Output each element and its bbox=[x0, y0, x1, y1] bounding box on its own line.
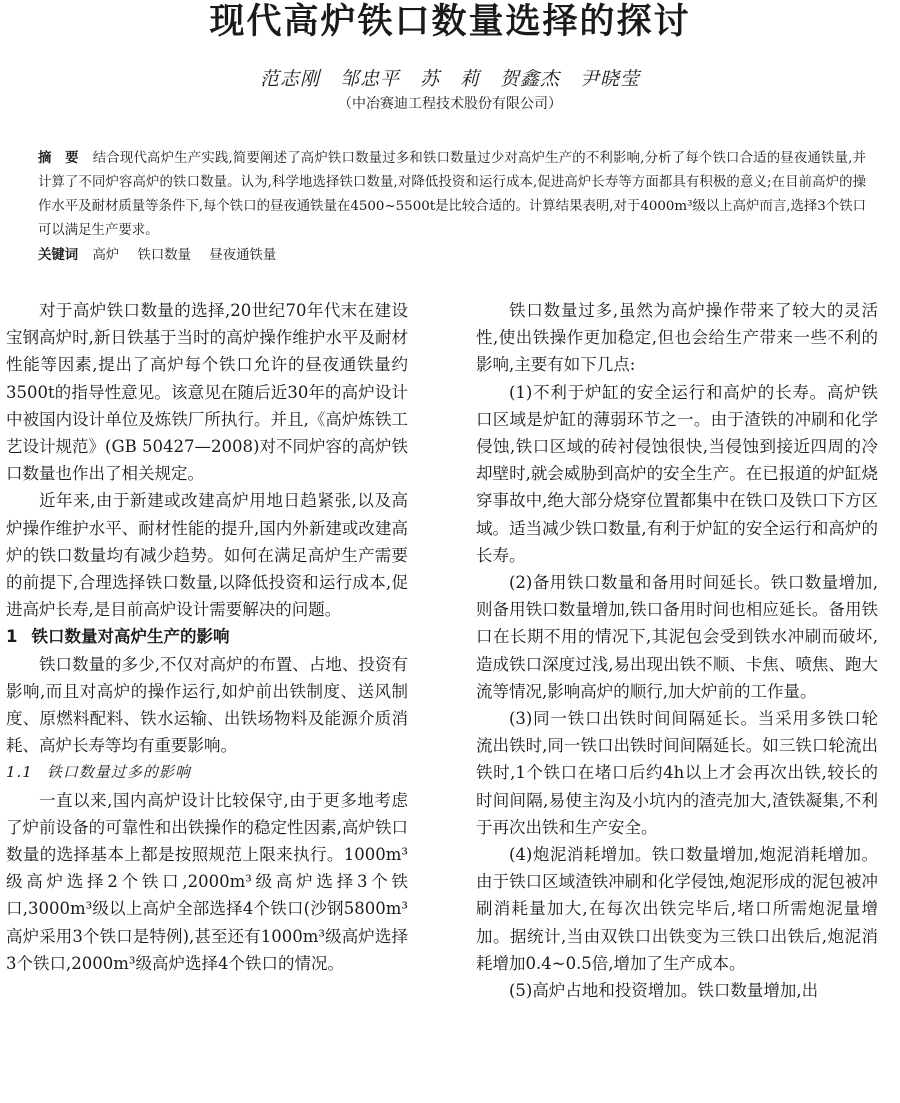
affiliation: （中冶赛迪工程技术股份有限公司） bbox=[338, 96, 562, 112]
author-list: 范志刚 邹忠平 苏 莉 贺鑫杰 尹晓莹 bbox=[259, 68, 640, 90]
subsection-number: 1.1 bbox=[6, 763, 33, 782]
keyword: 铁口数量 bbox=[137, 248, 192, 263]
body-paragraph: 一直以来,国内高炉设计比较保守,由于更多地考虑了炉前设备的可靠性和出铁操作的稳定性因素,高炉铁口数量的选择基本上都是按照规范上限来执行。1000m³级高炉选择2个铁口,2000m³级高炉选择3个铁口,3000m³级以上高炉全部选择4个铁口(沙钢5800m³高炉采用3个铁口是特例),甚至还有1000m³级高炉选择3个铁口,2000m³级高炉选择4个铁口的情况。 bbox=[6, 790, 408, 973]
body-paragraph: 铁口数量的多少,不仅对高炉的布置、占地、投资有影响,而且对高炉的操作运行,如炉前出铁制度、送风制度、原燃料配料、铁水运输、出铁场物料及能源介质消耗、高炉长寿等均有重要影响。 bbox=[6, 654, 408, 756]
list-paragraph: (4)炮泥消耗增加。铁口数量增加,炮泥消耗增加。由于铁口区域渣铁冲刷和化学侵蚀,炮泥形成的泥包被冲刷消耗量加大,在每次出铁完毕后,堵口所需炮泥量增加。据统计,当由双铁口出铁变为三铁口出铁后,炮泥消耗增加0.4~0.5倍,增加了生产成本。 bbox=[476, 845, 878, 973]
body-paragraph: 对于高炉铁口数量的选择,20世纪70年代末在建设宝钢高炉时,新日铁基于当时的高炉操作维护水平及耐材性能等因素,提出了高炉每个铁口允许的昼夜通铁量约3500t的指导性意见。该意见在随后近30年的高炉设计中被国内设计单位及炼铁厂所执行。并且,《高炉炼铁工艺设计规范》(GB 50427—2008)对不同炉容的高炉铁口数量也作出了相关规定。 bbox=[6, 301, 408, 484]
list-paragraph: (1)不利于炉缸的安全运行和高炉的长寿。高炉铁口区域是炉缸的薄弱环节之一。由于渣铁的冲刷和化学侵蚀,铁口区域的砖衬侵蚀很快,当侵蚀到接近四周的冷却壁时,就会威胁到高炉的安全生产。在已报道的炉缸烧穿事故中,绝大部分烧穿位置都集中在铁口及铁口下方区域。适当减少铁口数量,有利于炉缸的安全运行和高炉的长寿。 bbox=[476, 382, 878, 565]
keywords-line bbox=[38, 243, 866, 268]
body-paragraph: 近年来,由于新建或改建高炉用地日趋紧张,以及高炉操作维护水平、耐材性能的提升,国内外新建或改建高炉的铁口数量均有减少趋势。如何在满足高炉生产需要的前提下,合理选择铁口数量,以降低投资和运行成本,促进高炉长寿,是目前高炉设计需要解决的问题。 bbox=[6, 491, 408, 620]
keyword: 高炉 bbox=[92, 248, 120, 263]
abstract-text: 结合现代高炉生产实践,简要阐述了高炉铁口数量过多和铁口数量过少对高炉生产的不利影响,分析了每个铁口合适的昼夜通铁量,并计算了不同炉容高炉的铁口数量。认为,科学地选择铁口数量,对降低投资和运行成本,促进高炉长寿等方面都具有积极的意义;在目前高炉的操作水平及耐材质量等条件下,每个铁口的昼夜通铁量在4500~5500t是比较合适的。计算结果表明,对于4000m³级以上高炉而言,选择3个铁口可以满足生产要求。 bbox=[38, 151, 867, 238]
abstract-block bbox=[38, 146, 866, 268]
subsection-title: 铁口数量过多的影响 bbox=[46, 763, 191, 782]
subsection-heading bbox=[6, 759, 408, 786]
section-title: 铁口数量对高炉生产的影响 bbox=[31, 627, 230, 647]
body-paragraph: 铁口数量过多,虽然为高炉操作带来了较大的灵活性,使出铁操作更加稳定,但也会给生产带来一些不利的影响,主要有如下几点: bbox=[476, 301, 878, 375]
keyword: 昼夜通铁量 bbox=[209, 248, 277, 263]
right-column bbox=[476, 297, 878, 1004]
section-number: 1 bbox=[6, 627, 18, 647]
section-heading bbox=[6, 623, 408, 650]
list-paragraph: (5)高炉占地和投资增加。铁口数量增加,出 bbox=[509, 981, 819, 1001]
keywords-label: 关键词 bbox=[38, 247, 79, 263]
paper-title: 现代高炉铁口数量选择的探讨 bbox=[209, 1, 691, 42]
abstract-body bbox=[38, 146, 866, 243]
left-column bbox=[6, 297, 408, 977]
abstract-label: 摘 要 bbox=[38, 150, 79, 166]
list-paragraph: (3)同一铁口出铁时间间隔延长。当采用多铁口轮流出铁时,同一铁口出铁时间间隔延长。如三铁口轮流出铁时,1个铁口在堵口后约4h以上才会再次出铁,较长的时间间隔,易使主沟及小坑内的渣壳加大,渣铁凝集,不利于再次出铁和生产安全。 bbox=[476, 709, 878, 837]
list-paragraph: (2)备用铁口数量和备用时间延长。铁口数量增加,则备用铁口数量增加,铁口备用时间也相应延长。备用铁口在长期不用的情况下,其泥包会受到铁水冲刷而破坏,造成铁口深度过浅,易出现出铁不顺、卡焦、喷焦、跑大流等情况,影响高炉的顺行,加大炉前的工作量。 bbox=[476, 573, 878, 701]
